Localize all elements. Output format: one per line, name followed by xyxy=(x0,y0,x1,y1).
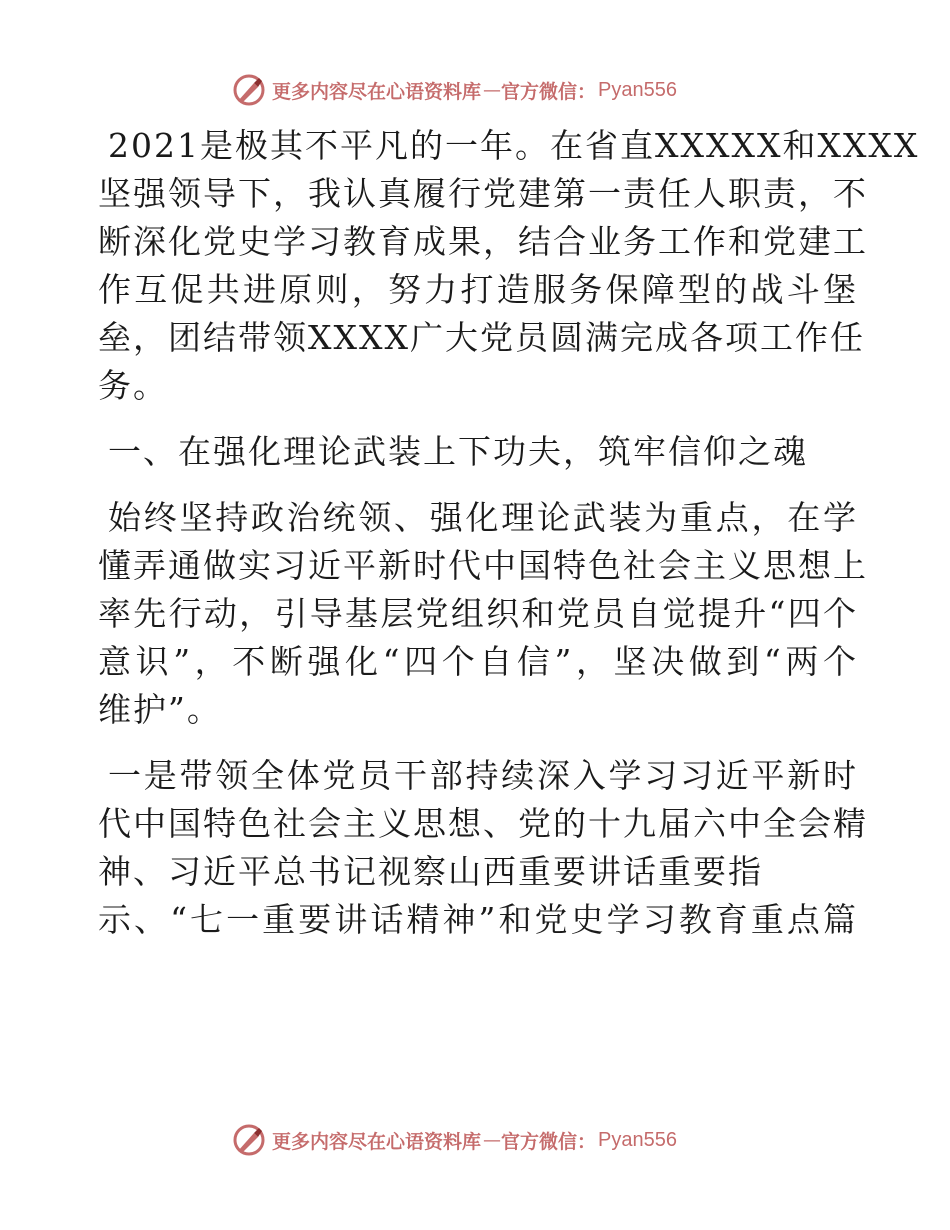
text-line: 垒，团结带领XXXX广大党员圆满完成各项工作任 xyxy=(98,318,865,357)
watermark-wechat-label: 官方微信： xyxy=(501,1130,597,1153)
text-line: 一是带领全体党员干部持续深入学习习近平新时 xyxy=(108,756,858,795)
text-line: 作互促共进原则，努力打造服务保障型的战斗堡 xyxy=(98,270,858,309)
watermark-text: 更多内容尽在心语资料库 xyxy=(272,1130,482,1153)
text-line: 懂弄通做实习近平新时代中国特色社会主义思想上 xyxy=(98,546,868,585)
text-line: 意识”，不断强化“四个自信”，坚决做到“两个 xyxy=(98,642,858,681)
text-line: 坚强领导下，我认真履行党建第一责任人职责，不 xyxy=(98,174,868,213)
text-line: 率先行动，引导基层党组织和党员自觉提升“四个 xyxy=(98,594,858,633)
text-line: 维护”。 xyxy=(98,690,222,729)
text-line: 2021是极其不平凡的一年。在省直XXXXX和XXXX xyxy=(108,126,920,165)
watermark-footer xyxy=(232,1120,677,1160)
pen-logo-icon xyxy=(232,1123,266,1157)
watermark-separator: — xyxy=(483,1129,502,1151)
watermark-wechat-id: Pyan556 xyxy=(598,1128,677,1151)
text-line: 始终坚持政治统领、强化理论武装为重点，在学 xyxy=(108,498,858,537)
text-line: 代中国特色社会主义思想、党的十九届六中全会精 xyxy=(98,804,868,843)
paragraph-intro xyxy=(98,122,920,410)
watermark-wechat-label: 官方微信： xyxy=(501,80,597,103)
text-line: 神、习近平总书记视察山西重要讲话重要指 xyxy=(98,852,763,891)
watermark-separator: — xyxy=(483,79,502,101)
pen-logo-icon xyxy=(232,73,266,107)
paragraph-point-one xyxy=(98,752,868,944)
paragraph-section-one xyxy=(98,494,868,734)
section-heading xyxy=(98,428,858,476)
text-line: 务。 xyxy=(98,366,168,405)
watermark-text: 更多内容尽在心语资料库 xyxy=(272,80,482,103)
watermark-wechat-id: Pyan556 xyxy=(598,78,677,101)
text-line: 示、“七一重要讲话精神”和党史学习教育重点篇 xyxy=(98,900,858,939)
watermark-header xyxy=(232,70,677,110)
text-line: 断深化党史学习教育成果，结合业务工作和党建工 xyxy=(98,222,868,261)
heading-line: 一、在强化理论武装上下功夫，筑牢信仰之魂 xyxy=(108,432,808,471)
document-body xyxy=(98,122,920,944)
